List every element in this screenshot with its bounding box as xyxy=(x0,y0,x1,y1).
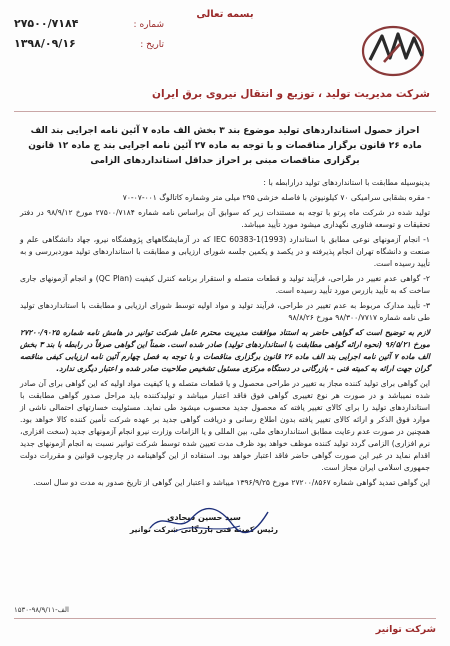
letterhead xyxy=(0,0,450,118)
letter-date-label: تاریخ : xyxy=(140,40,164,50)
body-intro: بدینوسیله مطابقت با استانداردهای تولید درارابطه با : xyxy=(263,178,430,187)
letter-number-label: شماره : xyxy=(133,20,164,30)
body-item-3: ۳- تأیید مدارک مربوط به عدم تغییر در طراحی، فرآیند تولید و مواد اولیه توسط شورای ارزیابی و مطابقت با استانداردهای تولید طی نامه شماره ۹۸/۳۰۰/۷۷۱۷ مورخ ۹۸/۸/۲۶ xyxy=(20,301,430,322)
body-notice: لازم به توضیح است که گواهی حاضر به استناد موافقت مدیریت محترم عامل شرکت توانیر در هامش نامه شماره ۲۷۲۰۰/۹۰۲۵ مورخ ۹۶/۵/۲۱ (نحوه ارائه گواهی مطابقت با استانداردهای تولید) صادر شده است. ضمناً این گواهی صرفاً در رابطه با بند ۳ بخش الف ماده ۷ آئین نامه اجرایی بند الف ماده ۲۶ قانون برگزاری مناقصات و با توجه به فصل چهارم آئین نامه ارزیابی کیفی مناقصه گران جهت ارائه به کمیته فنی - بازرگانی در دستگاه مرکزی مسئول تشخیص صلاحیت صادر شده و اعتبار دیگری ندارد. xyxy=(20,328,430,373)
letter-date-row xyxy=(14,37,164,57)
body-conditions: این گواهی برای تولید کننده مجاز به تغییر در طراحی محصول و یا قطعات متصله و یا کیفیت مواد اولیه که این گواهی برای آن صادر شده نمیباشد و در صورت هر نوع تغییری گواهی فوق فاقد اعتبار میباشد و تولیدکننده باید مراحل صدور گواهی مطابقت با استانداردهای تولید را برای کالای تغییر یافته که محصول جدید محسوب میشود طی نماید. مسئولیت خسارتهای احتمالی ناشی از موارد فوق الذکر و ارائه کالای تغییر یافته بدون اطلاع رسانی و دریافت گواهی جدید بر عهده شرکت تأمین کننده کالا خواهد بود. همچنین در صورت عدم رعایت مطابق استانداردهای ملی، بین المللی و یا الزامات وزارت نیرو انجام آزمونهای جدید (سخت افزاری، نرم افزاری) الزامی گردد تولید کننده موظف خواهد بود ظرف مدت تعیین شده توسط شرکت توانیر نسبت به انجام آزمونهای جدید اقدام نماید در غیر این صورت گواهی حاضر فاقد اعتبار خواهد بود. استفاده از این گواهینامه در چارچوب قوانین و مقررات دولت جمهوری اسلامی ایران مجاز است. xyxy=(20,379,430,472)
signatory-title: رئیس کمیته فنی بازرگانی شرکت توانیر xyxy=(129,525,279,534)
body-approval: تولید شده در شرکت ماه پرتو با توجه به مستندات زیر که سوابق آن براساس نامه شماره ۲۷۵۰۰/۷۱۸۴ مورخ ۹۸/۹/۱۲ در دفتر تحقیقات و توسعه فناوری نگهداری میشود مورد تأیید میباشد. xyxy=(20,208,431,229)
body-item-1: ۱- انجام آزمونهای نوعی مطابق با استاندارد (IEC 60383-1(1993 که در آزمایشگاههای پژوهشگاه نیرو، جهاد دانشگاهی علم و صنعت و دانشگاه تهران انجام پذیرفته و در یکصد و یکمین جلسه شورای ارزیابی و مطابقت با استانداردهای تولید موردبررسی و به تأیید رسیده است. xyxy=(20,235,430,268)
signature-block xyxy=(104,512,304,536)
tavanir-logo-icon xyxy=(360,22,430,80)
reference-line xyxy=(14,606,436,614)
signatory-name: سید حسین سجادی xyxy=(167,513,241,522)
letter-number-value: ۲۷۵۰۰/۷۱۸۴ xyxy=(14,17,79,30)
letter-number-row xyxy=(14,17,164,37)
signature-scribble-icon xyxy=(144,504,274,538)
footer-divider xyxy=(14,618,436,619)
letter-subject: احراز حصول استانداردهای تولید موضوع بند ۳ بخش الف ماده ۷ آئین نامه اجرایی بند الف ماده ۲۶ قانون برگزار مناقصات و با توجه به ماده ۲۷ آئین نامه اجرایی بند ج ماده ۱۲ قانون برگزاری مناقصات مبنی بر احراز حداقل استانداردهای الزامی xyxy=(28,126,422,166)
reference-code: الف-۹۸/۹/۱۱-۱۵۳۰ xyxy=(14,606,69,614)
header-divider xyxy=(14,111,436,112)
letter-body xyxy=(20,124,430,492)
body-item-2: ۲- گواهی عدم تغییر در طراحی، فرآیند تولید و قطعات متصله و استقرار برنامه کنترل کیفیت (QC Plan) و انجام آزمونهای جاری ساخت که به تأیید بازرس مورد تأیید رسیده است. xyxy=(20,274,430,295)
letter-meta xyxy=(14,17,164,57)
company-name: شرکت مدیریت تولید ، توزیع و انتقال نیروی برق ایران xyxy=(152,88,430,100)
body-validity: این گواهی تمدید گواهی شماره ۲۷۲۰۰/۸۵۶۷ مورخ ۱۳۹۶/۹/۲۵ میباشد و اعتبار این گواهی از تاریخ صدور به مدت دو سال است. xyxy=(33,478,430,487)
body-product: - مقره بشقابی سرامیکی ۷۰ کیلونیوتن با فاصله خزشی ۲۹۵ میلی متر وشماره کاتالوگ ۰۰۱-۰۷-۷۰ xyxy=(122,193,430,202)
letter-date-value: ۱۳۹۸/۰۹/۱۶ xyxy=(14,37,76,50)
footer-company: شرکت توانیر xyxy=(375,624,436,635)
basmala-text: بسمه تعالی xyxy=(196,9,254,20)
